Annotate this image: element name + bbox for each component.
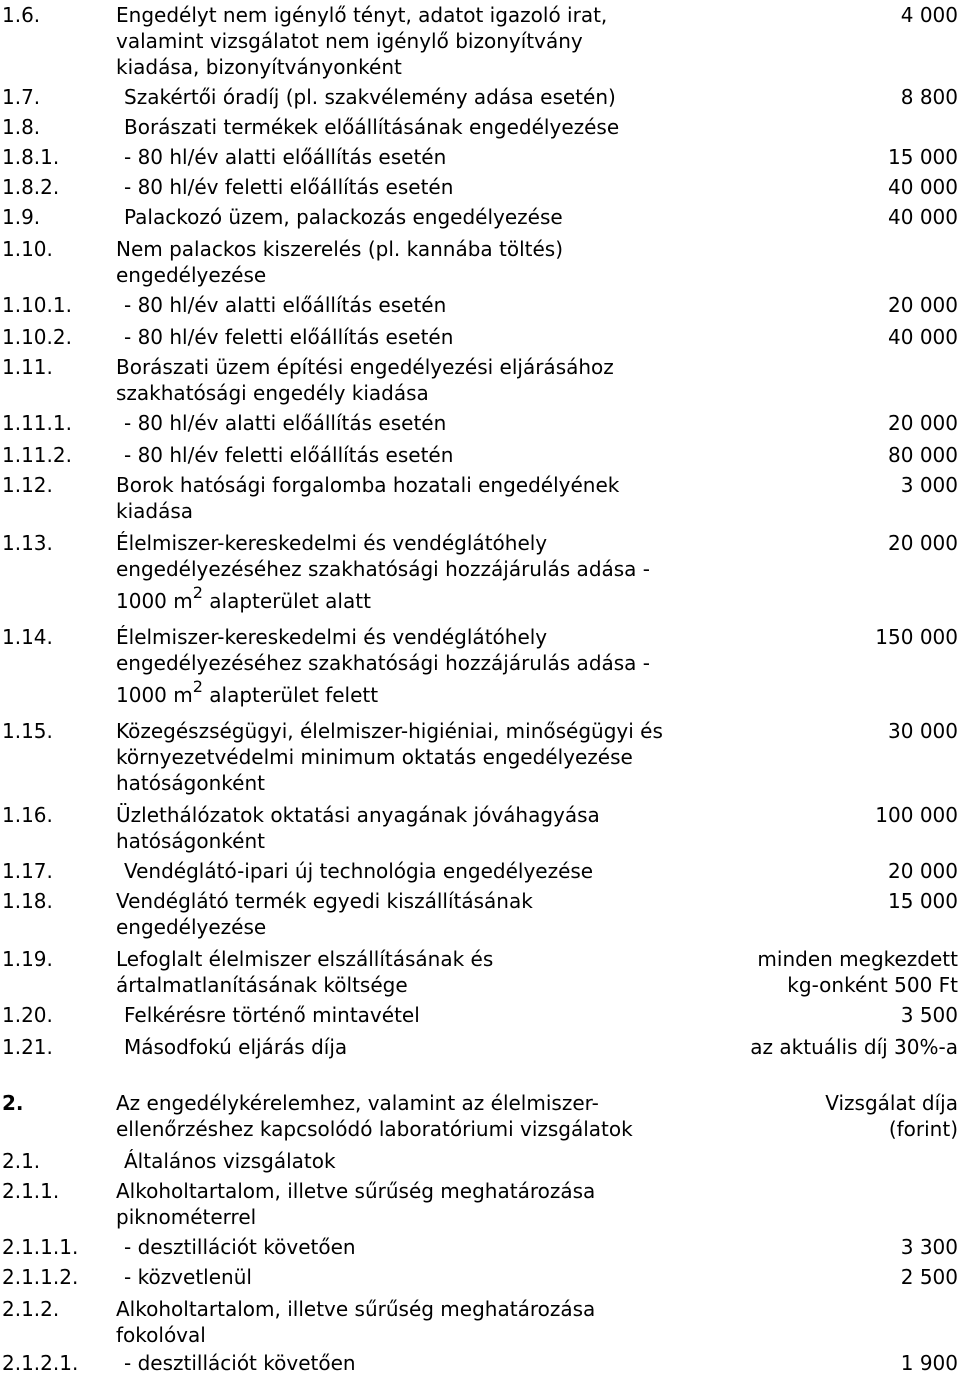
item-description: Másodfokú eljárás díja [124,1035,348,1059]
item-fee: 40 000 [888,205,958,229]
item-description [116,624,706,714]
item-description: Vendéglátó termék egyedi kiszállításának engedélyezése [116,889,533,939]
table-row [0,84,960,110]
item-number: 2.1.2.1. [2,1351,79,1375]
area-exponent: 2 [192,583,203,602]
item-description: Borászati üzem építési engedélyezési eljárásához szakhatósági engedély kiadása [116,355,614,405]
item-fee: Vizsgálat díja (forint) [825,1091,958,1141]
item-description-text: Élelmiszer-kereskedelmi és vendéglátóhely engedélyezéséhez szakhatósági hozzájárulás adása - [116,531,651,581]
item-number: 1.21. [2,1035,53,1059]
table-row [0,442,960,468]
item-number: 1.13. [2,531,53,555]
item-fee: 80 000 [888,443,958,467]
item-description: Engedélyt nem igénylő tényt, adatot igazoló irat, valamint vizsgálatot nem igénylő bizonyítvány kiadása, bizonyítványonként [116,3,608,79]
item-fee: 1 900 [900,1351,958,1375]
item-fee: 20 000 [888,859,958,883]
item-description: - 80 hl/év alatti előállítás esetén [124,293,447,317]
item-number: 1.16. [2,803,53,827]
item-description: - desztillációt követően [124,1235,356,1259]
item-fee: az aktuális díj 30%-a [750,1035,958,1059]
table-row [0,2,960,80]
table-row [0,1034,960,1060]
item-description: Szakértői óradíj (pl. szakvélemény adása esetén) [124,85,616,109]
item-fee: 2 500 [900,1265,958,1289]
item-number: 2.1.2. [2,1297,60,1321]
table-row [0,1148,960,1174]
item-number: 1.7. [2,85,41,109]
table-row [0,1264,960,1290]
table-row [0,1296,960,1348]
item-number: 1.6. [2,3,41,27]
table-row [0,718,960,796]
item-number: 2.1. [2,1149,41,1173]
table-row [0,1002,960,1028]
item-description: Alkoholtartalom, illetve sűrűség meghatározása piknométerrel [116,1179,596,1229]
table-row [0,530,960,620]
item-number: 1.19. [2,947,53,971]
area-qualifier: alapterület felett [202,683,379,707]
item-number: 1.11.1. [2,411,72,435]
item-number: 1.18. [2,889,53,913]
item-description: - 80 hl/év feletti előállítás esetén [124,175,454,199]
item-fee: 30 000 [888,719,958,743]
item-number: 1.8.1. [2,145,60,169]
table-row [0,946,960,998]
item-description: - desztillációt követően [124,1351,356,1375]
item-description: Borok hatósági forgalomba hozatali engedélyének kiadása [116,473,620,523]
item-number: 1.8.2. [2,175,60,199]
table-row [0,802,960,854]
item-description: Lefoglalt élelmiszer elszállításának és ártalmatlanításának költsége [116,947,494,997]
item-fee: 20 000 [888,293,958,317]
item-description-area [116,676,706,714]
item-description: Vendéglátó-ipari új technológia engedélyezése [124,859,594,883]
item-description: Felkérésre történő mintavétel [124,1003,420,1027]
table-row [0,1178,960,1230]
item-description: Palackozó üzem, palackozás engedélyezése [124,205,563,229]
item-fee: 3 500 [900,1003,958,1027]
item-number: 1.14. [2,625,53,649]
item-fee: 3 000 [900,473,958,497]
item-number: 2.1.1.1. [2,1235,79,1259]
table-row [0,624,960,714]
item-fee: 20 000 [888,411,958,435]
item-description: - 80 hl/év alatti előállítás esetén [124,145,447,169]
item-description: - 80 hl/év feletti előállítás esetén [124,443,454,467]
item-description: - 80 hl/év alatti előállítás esetén [124,411,447,435]
table-row [0,1090,960,1142]
item-fee: minden megkezdett kg-onként 500 Ft [757,947,958,997]
item-description: Nem palackos kiszerelés (pl. kannába töltés) engedélyezése [116,237,564,287]
item-description: - közvetlenül [124,1265,252,1289]
item-number: 2.1.1.2. [2,1265,79,1289]
table-row [0,204,960,230]
item-fee: 20 000 [888,531,958,555]
item-number: 1.11. [2,355,53,379]
item-number: 1.11.2. [2,443,72,467]
item-description-area [116,582,706,620]
item-fee: 3 300 [900,1235,958,1259]
item-number: 1.17. [2,859,53,883]
area-exponent: 2 [192,677,203,696]
item-number: 1.20. [2,1003,53,1027]
table-row [0,1350,960,1376]
table-row [0,888,960,940]
area-qualifier: alapterület alatt [202,589,371,613]
table-row [0,114,960,140]
item-fee: 100 000 [875,803,958,827]
item-fee: 8 800 [900,85,958,109]
item-fee: 150 000 [875,625,958,649]
item-number: 1.10.2. [2,325,72,349]
table-row [0,292,960,318]
item-number: 2.1.1. [2,1179,60,1203]
table-row [0,858,960,884]
item-number: 1.9. [2,205,41,229]
area-value: 1000 m [116,683,193,707]
item-description [116,530,706,620]
item-description: Az engedélykérelemhez, valamint az élelmiszer-ellenőrzéshez kapcsolódó laboratóriumi vizsgálatok [116,1091,633,1141]
item-number: 2. [2,1091,24,1115]
item-number: 1.10.1. [2,293,72,317]
item-fee: 15 000 [888,889,958,913]
item-description: - 80 hl/év feletti előállítás esetén [124,325,454,349]
table-row [0,354,960,406]
item-description-text: Élelmiszer-kereskedelmi és vendéglátóhely engedélyezéséhez szakhatósági hozzájárulás adása - [116,625,651,675]
item-number: 1.8. [2,115,41,139]
area-value: 1000 m [116,589,193,613]
table-row [0,236,960,288]
item-number: 1.10. [2,237,53,261]
table-row [0,174,960,200]
item-fee: 40 000 [888,175,958,199]
item-description: Általános vizsgálatok [124,1149,336,1173]
item-fee: 15 000 [888,145,958,169]
item-description: Közegészségügyi, élelmiszer-higiéniai, minőségügyi és környezetvédelmi minimum oktatás engedélyezése hatóságonként [116,719,663,795]
item-description: Üzlethálózatok oktatási anyagának jóváhagyása hatóságonként [116,803,600,853]
table-row [0,472,960,524]
table-row [0,410,960,436]
item-number: 1.15. [2,719,53,743]
item-fee: 40 000 [888,325,958,349]
item-number: 1.12. [2,473,53,497]
item-description: Borászati termékek előállításának engedélyezése [124,115,620,139]
item-description: Alkoholtartalom, illetve sűrűség meghatározása fokolóval [116,1297,596,1347]
table-row [0,144,960,170]
table-row [0,1234,960,1260]
item-fee: 4 000 [900,3,958,27]
table-row [0,324,960,350]
